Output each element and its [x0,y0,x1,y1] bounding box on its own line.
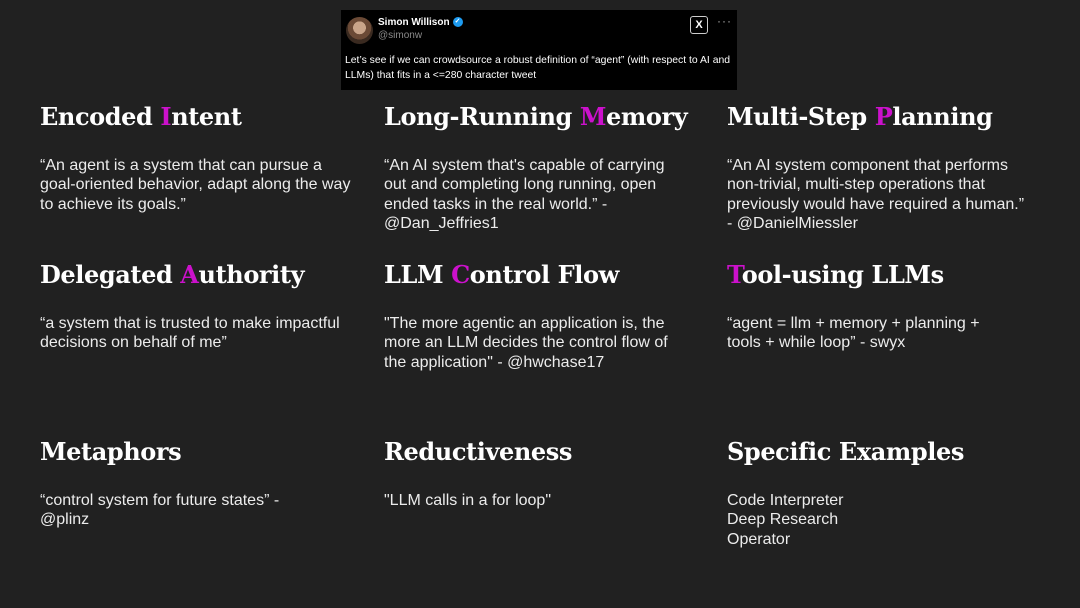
card-llm-control-flow [384,260,704,372]
card-title [727,437,1027,467]
card-title [384,437,704,467]
title-text-rest: ool-using LLMs [741,260,944,289]
title-accent-letter: I [160,102,172,131]
card-title [384,102,704,132]
title-text-rest: emory [606,102,688,131]
verified-badge-icon: ✓ [453,17,463,27]
card-encoded-intent [40,102,360,214]
title-text: Delegated [40,260,181,289]
tweet-text: Let’s see if we can crowdsource a robust definition of “agent” (with respect to AI and LLMs) that fits in a <=280 character tweet [345,55,731,81]
card-delegated-authority [40,260,360,353]
card-title [40,102,360,132]
card-quote: “An agent is a system that can pursue a goal-oriented behavior, adapt along the way to achieve its goals.” [40,157,351,213]
card-title [40,437,360,467]
card-title [384,260,704,290]
card-specific-examples [727,437,1027,549]
example-item: Deep Research [727,511,839,529]
card-title [727,260,1027,290]
card-reductiveness [384,437,704,510]
card-quote: “a system that is trusted to make impactful decisions on behalf of me” [40,315,340,352]
title-text-rest: lanning [892,102,993,131]
card-title [40,260,360,290]
title-accent-letter: A [180,260,199,289]
tweet-card [341,10,737,90]
example-item: Code Interpreter [727,492,844,509]
card-quote: “control system for future states” - @plinz [40,492,280,529]
title-text-rest: uthority [198,260,305,289]
tweet-handle[interactable]: @simonw [378,30,423,41]
card-quote: "The more agentic an application is, the more an LLM decides the control flow of the application" - @hwchase17 [384,315,668,371]
card-quote: “An AI system component that performs non-trivial, multi-step operations that previously would have required a human.” - @DanielMiessler [727,157,1025,233]
tweet-author-name[interactable] [378,17,463,28]
avatar[interactable] [346,17,373,44]
card-quote: "LLM calls in a for loop" [384,492,551,509]
title-text: Encoded [40,102,161,131]
title-text: LLM [384,260,452,289]
title-accent-letter: C [451,260,470,289]
title-accent-letter: T [727,260,742,289]
card-long-running-memory [384,102,704,234]
examples-list [727,491,1027,549]
title-text: Reductiveness [384,437,573,466]
title-text: Metaphors [40,437,182,466]
title-text: Multi-Step [727,102,875,131]
card-title [727,102,1027,132]
more-options-icon[interactable]: ··· [717,14,732,28]
tweet-author-label[interactable]: Simon Willison [378,17,450,28]
card-tool-using-llms [727,260,1027,353]
title-text: Specific Examples [727,437,964,466]
card-multi-step-planning [727,102,1027,234]
x-logo-icon[interactable]: X [690,16,708,34]
title-text-rest: ontrol Flow [469,260,619,289]
example-item: Operator [727,530,791,548]
title-accent-letter: P [874,102,893,131]
card-quote: “agent = llm + memory + planning + tools + while loop” - swyx [727,315,980,352]
card-quote: “An AI system that's capable of carrying out and completing long running, open ended tasks in the real world.” - @Dan_Jeffries1 [384,157,665,233]
title-accent-letter: M [579,102,607,131]
title-text: Long-Running [384,102,580,131]
title-text-rest: ntent [171,102,242,131]
card-metaphors [40,437,360,530]
